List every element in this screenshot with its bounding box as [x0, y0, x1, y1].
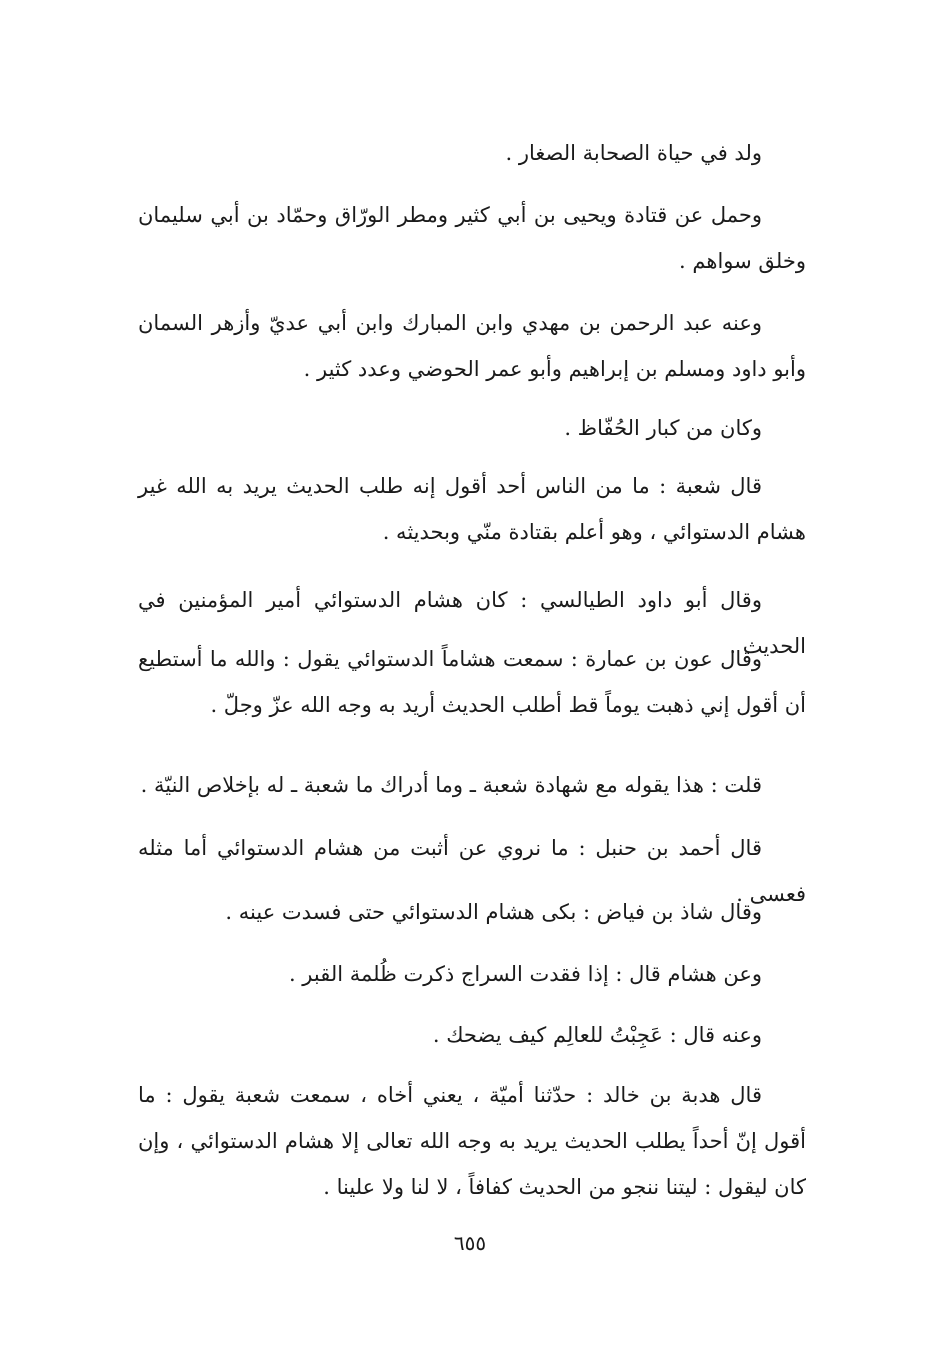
paragraph-3: [138, 300, 806, 392]
paragraph-13: [138, 1072, 806, 1210]
paragraph-text: وعن هشام قال : إذا فقدت السراج ذكرت ظُلمة القبر .: [288, 962, 762, 986]
paragraph-text: قلت : هذا يقوله مع شهادة شعبة ـ وما أدراك ما شعبة ـ له بإخلاص النيّة .: [140, 773, 762, 797]
paragraph-7: [138, 636, 806, 728]
paragraph-1: [138, 130, 806, 176]
paragraph-text: وكان من كبار الحُفّاظ .: [564, 416, 762, 440]
paragraph-8: [138, 762, 806, 808]
paragraph-2: [138, 192, 806, 284]
paragraph-4: [138, 405, 806, 451]
paragraph-text: قال هدبة بن خالد : حدّثنا أميّة ، يعني أخاه ، سمعت شعبة يقول : ما أقول إنّ أحداً يطلب الحديث يريد به وجه الله تعالى إلا هشام الدستوائي ، وإن كان ليقول : ليتنا ننجو من الحديث كفافاً ، لا لنا ولا علينا .: [138, 1083, 806, 1199]
paragraph-text: وقال عون بن عمارة : سمعت هشاماً الدستوائي يقول : والله ما أستطيع أن أقول إني ذهبت يوماً قط أطلب الحديث أريد به وجه الله عزّ وجلّ .: [138, 647, 806, 717]
paragraph-text: وقال شاذ بن فياض : بكى هشام الدستوائي حتى فسدت عينه .: [225, 900, 762, 924]
paragraph-text: ولد في حياة الصحابة الصغار .: [505, 141, 762, 165]
paragraph-text: وعنه عبد الرحمن بن مهدي وابن المبارك وابن أبي عديّ وأزهر السمان وأبو داود ومسلم بن إبراهيم وأبو عمر الحوضي وعدد كثير .: [138, 311, 806, 381]
paragraph-12: [138, 1012, 806, 1058]
paragraph-text: وحمل عن قتادة ويحيى بن أبي كثير ومطر الورّاق وحمّاد بن أبي سليمان وخلق سواهم .: [138, 203, 806, 273]
paragraph-text: قال أحمد بن حنبل : ما نروي عن أثبت من هشام الدستوائي أما مثله فعسى .: [138, 836, 806, 906]
paragraph-5: [138, 463, 806, 555]
paragraph-10: [138, 889, 806, 935]
paragraph-text: وقال أبو داود الطيالسي : كان هشام الدستوائي أمير المؤمنين في الحديث .: [138, 588, 806, 658]
paragraph-text: وعنه قال : عَجِبْتُ للعالِم كيف يضحك .: [432, 1023, 762, 1047]
paragraph-text: قال شعبة : ما من الناس أحد أقول إنه طلب الحديث يريد به الله غير هشام الدستوائي ، وهو أعلم بقتادة منّي وبحديثه .: [138, 474, 806, 544]
page-number: ٦٥٥: [453, 1231, 487, 1255]
paragraph-11: [138, 951, 806, 997]
